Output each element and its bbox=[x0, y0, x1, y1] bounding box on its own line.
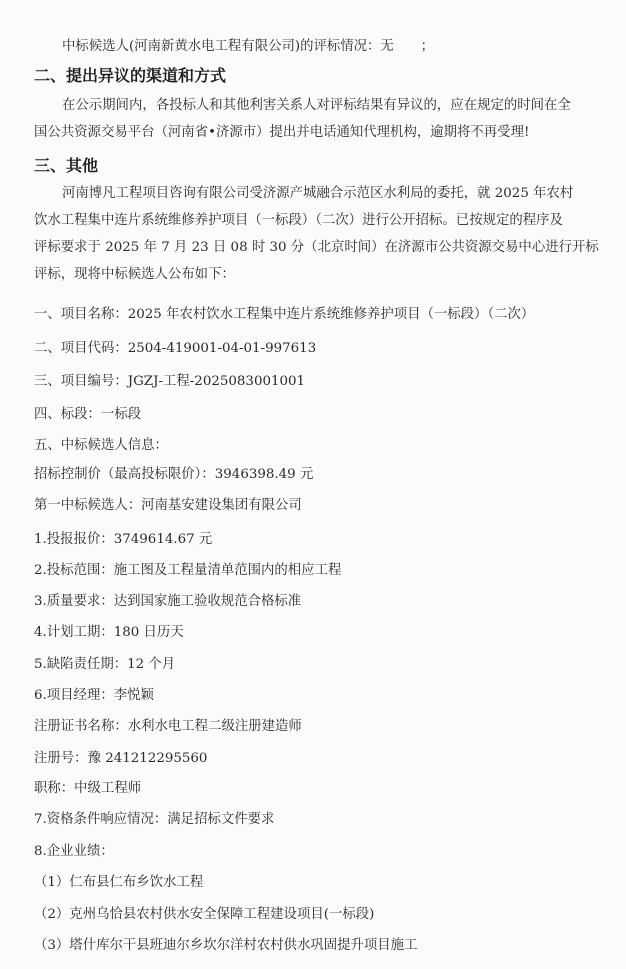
achievement-item: （3）塔什库尔干县班迪尔乡坎尔洋村农村供水巩固提升项目施工 bbox=[34, 938, 418, 953]
paragraph-line: 在公示期间内，各投标人和其他利害关系人对评标结果有异议的，应在规定的时间在全 bbox=[62, 98, 571, 113]
paragraph-line: 国公共资源交易平台（河南省•济源市）提出并电话通知代理机构，逾期将不再受理! bbox=[34, 125, 530, 140]
bid-scope: 2.投标范围：施工图及工程量清单范围内的相应工程 bbox=[34, 563, 342, 578]
quality-requirement: 3.质量要求：达到国家施工验收规范合格标准 bbox=[34, 594, 302, 609]
achievement-item: （1）仁布县仁布乡饮水工程 bbox=[34, 875, 204, 890]
project-number: 三、项目编号：JGZJ-工程-2025083001001 bbox=[34, 374, 306, 389]
paragraph-line: 评标要求于 2025 年 7 月 23 日 08 时 30 分（北京时间）在济源市公共资源交易中心进行开标 bbox=[34, 240, 599, 255]
registration-number: 注册号：豫 241212295560 bbox=[34, 751, 208, 766]
qualification-response: 7.资格条件响应情况：满足招标文件要求 bbox=[34, 812, 275, 827]
project-code: 二、项目代码：2504-419001-04-01-997613 bbox=[34, 341, 317, 356]
control-price: 招标控制价（最高投标限价）：3946398.49 元 bbox=[34, 467, 314, 482]
project-name: 一、项目名称：2025 年农村饮水工程集中连片系统维修养护项目（一标段）（二次） bbox=[34, 307, 535, 322]
section-2-paragraph bbox=[34, 92, 606, 146]
planned-duration: 4.计划工期：180 日历天 bbox=[34, 625, 184, 640]
section-2-heading: 二、提出异议的渠道和方式 bbox=[34, 66, 227, 85]
project-manager: 6.项目经理：李悦颖 bbox=[34, 688, 154, 703]
section-3-heading: 三、其他 bbox=[34, 156, 99, 175]
paragraph-line: 评标，现将中标候选人公布如下： bbox=[34, 267, 235, 282]
bid-section: 四、标段：一标段 bbox=[34, 407, 142, 422]
achievement-item: （2）克州乌恰县农村供水安全保障工程建设项目(一标段) bbox=[34, 907, 375, 922]
company-achievements-heading: 8.企业业绩： bbox=[34, 844, 114, 859]
candidate-evaluation-line: 中标候选人(河南新黄水电工程有限公司)的评标情况：无 ； bbox=[62, 39, 434, 54]
certificate-name: 注册证书名称：水利水电工程二级注册建造师 bbox=[34, 719, 302, 734]
paragraph-line: 饮水工程集中连片系统维修养护项目（一标段）（二次）进行公开招标。已按规定的程序及 bbox=[34, 213, 563, 228]
professional-title: 职称：中级工程师 bbox=[34, 781, 142, 796]
paragraph-line: 河南博凡工程项目咨询有限公司受济源产城融合示范区水利局的委托，就 2025 年农村 bbox=[62, 186, 574, 201]
section-3-paragraph bbox=[34, 180, 606, 288]
first-candidate: 第一中标候选人：河南基安建设集团有限公司 bbox=[34, 498, 302, 513]
defect-liability-period: 5.缺陷责任期：12 个月 bbox=[34, 657, 176, 672]
candidate-info-heading: 五、中标候选人信息： bbox=[34, 438, 168, 453]
bid-price: 1.投报报价：3749614.67 元 bbox=[34, 532, 213, 547]
